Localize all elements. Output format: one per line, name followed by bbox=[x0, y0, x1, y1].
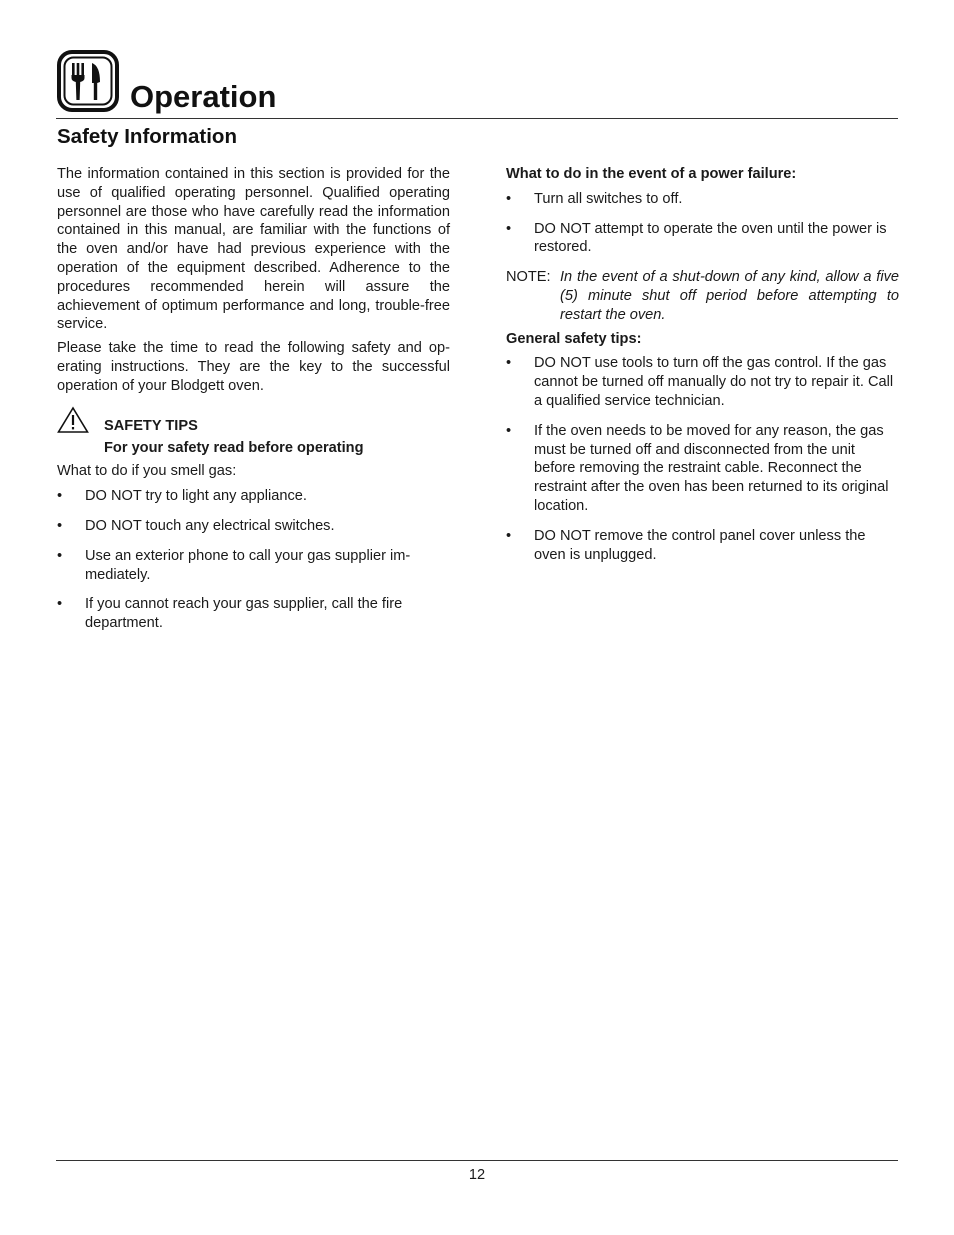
list-item bbox=[506, 354, 899, 410]
list-item-text: If the oven needs to be moved for any reason, the gas must be turned off and disconnected from the unit before removing the restraint cable. Reconnect the restraint after the oven has been returned to its original location. bbox=[534, 422, 889, 514]
intro-paragraph: The information contained in this section is provided for the use of qualified operating personnel. Qualified operating personnel are those who have carefully read the information contained in this manual, are familiar with the functions of the oven and/or have had previous experience with the operation of the equipment described. Adherence to the procedures recommended herein will assure the achievement of optimum performance and long, trouble-free service. bbox=[57, 166, 450, 333]
list-item bbox=[57, 517, 450, 536]
list-item bbox=[506, 190, 899, 209]
bullet: • bbox=[57, 488, 63, 505]
power-failure-title: What to do in the event of a power failure: bbox=[506, 166, 797, 182]
footer-divider bbox=[56, 1160, 898, 1161]
left-column bbox=[57, 165, 450, 633]
gas-safety-list bbox=[57, 487, 450, 633]
list-item-text: Turn all switches to off. bbox=[534, 190, 683, 207]
list-item bbox=[506, 422, 899, 516]
section-title: Safety Information bbox=[57, 125, 237, 148]
list-item bbox=[57, 595, 450, 633]
bullet: • bbox=[57, 547, 63, 564]
note-label: NOTE: bbox=[506, 269, 551, 286]
safety-tips-heading bbox=[57, 409, 450, 438]
safety-tips-subtitle: For your safety read before operating bbox=[104, 439, 364, 456]
right-column bbox=[506, 165, 899, 564]
bullet: • bbox=[57, 517, 63, 534]
note-text: In the event of a shut-down of any kind, allow a five (5) minute shut off period before attempting to restart the oven. bbox=[560, 269, 899, 323]
list-item-text: DO NOT remove the control panel cover unless the oven is unplugged. bbox=[534, 527, 866, 563]
list-item-text: DO NOT touch any electrical switches. bbox=[85, 517, 335, 534]
instructions-paragraph: Please take the time to read the following safety and operating instructions. They are the key to the successful operation of your Blodgett oven. bbox=[57, 340, 450, 394]
general-safety-list bbox=[506, 354, 899, 564]
page-number: 12 bbox=[468, 1167, 486, 1183]
list-item-text: If you cannot reach your gas supplier, call the fire department. bbox=[85, 596, 403, 632]
bullet: • bbox=[506, 220, 512, 237]
page-title: Operation bbox=[130, 79, 277, 114]
list-item bbox=[506, 527, 899, 565]
list-item-text: Use an exterior phone to call your gas supplier immediately. bbox=[85, 547, 411, 583]
bullet: • bbox=[506, 527, 512, 544]
bullet: • bbox=[506, 190, 512, 207]
list-item-text: DO NOT try to light any appliance. bbox=[85, 488, 307, 505]
list-item-text: DO NOT attempt to operate the oven until the power is restored. bbox=[534, 220, 887, 256]
bullet: • bbox=[506, 422, 512, 439]
list-item bbox=[57, 547, 450, 585]
power-failure-list bbox=[506, 190, 899, 257]
fork-knife-icon bbox=[57, 50, 119, 112]
bullet: • bbox=[57, 596, 63, 613]
list-item bbox=[57, 487, 450, 506]
list-item bbox=[506, 220, 899, 258]
list-item-text: DO NOT use tools to turn off the gas control. If the gas cannot be turned off manually do not try to repair it. Call a qualified service technician. bbox=[534, 355, 894, 409]
bullet: • bbox=[506, 355, 512, 372]
gas-smell-intro: What to do if you smell gas: bbox=[57, 463, 237, 480]
general-safety-title: General safety tips: bbox=[506, 330, 642, 347]
shutdown-note bbox=[506, 268, 899, 324]
warning-triangle-icon bbox=[57, 406, 89, 434]
header-divider bbox=[56, 118, 898, 119]
safety-tips-title: SAFETY TIPS bbox=[104, 417, 198, 434]
